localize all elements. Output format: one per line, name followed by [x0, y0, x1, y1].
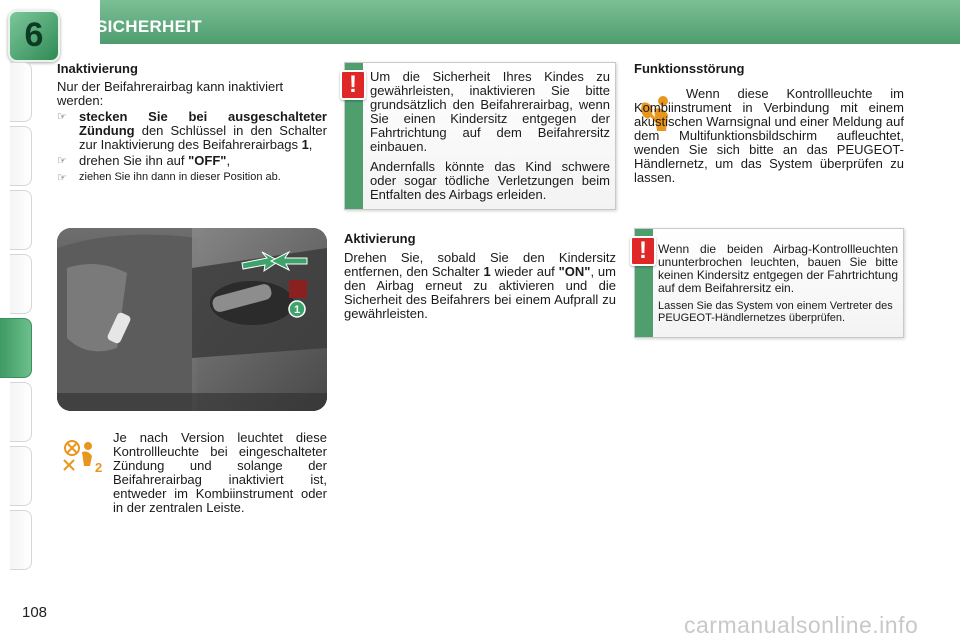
chapter-tab[interactable]	[10, 190, 32, 250]
chapter-tab[interactable]	[10, 446, 32, 506]
list-item	[57, 110, 327, 152]
chapter-title: SICHERHEIT	[96, 17, 202, 36]
warning-paragraph: Andernfalls könnte das Kind schwere oder sogar tödliche Verletzungen beim Entfalten des Airbags erleiden.	[370, 159, 610, 202]
indicator-description	[113, 431, 327, 515]
deactivation-section	[57, 62, 327, 184]
punct: ,	[226, 153, 231, 168]
chapter-tabs	[0, 62, 34, 574]
malfunction-description	[634, 87, 904, 185]
off-label: "OFF"	[188, 153, 227, 168]
section-heading: Aktivierung	[344, 231, 416, 246]
chapter-tab[interactable]	[10, 510, 32, 570]
step-text: den Schlüssel in den Schalter zur Inaktivierung des Beifahrerairbags	[79, 123, 327, 152]
section-heading: Funktionsstörung	[634, 61, 745, 76]
on-label: "ON"	[558, 264, 591, 279]
activation-text	[344, 251, 616, 321]
fault-warning	[634, 228, 904, 338]
switch-number: 1	[483, 264, 491, 279]
step-bold: stecken Sie bei ausgeschalteter Zündung	[79, 109, 327, 138]
chapter-tab[interactable]	[10, 62, 32, 122]
warning-paragraph: Um die Sicherheit Ihres Kindes zu gewährleisten, inaktivieren Sie bitte grundsätzlich den Beifahrerairbag, wenn Sie einen Kindersitz entgegen der Fahrtrichtung auf dem Beifahrersitz einbauen.	[370, 69, 610, 154]
chapter-tab[interactable]	[10, 382, 32, 442]
svg-text:2: 2	[95, 460, 102, 474]
warning-icon: !	[340, 70, 366, 100]
child-seat-warning	[344, 62, 616, 210]
list-item	[57, 154, 327, 168]
chapter-number: 6	[24, 16, 44, 54]
malfunction-section	[634, 62, 904, 76]
step-text: drehen Sie ihn auf	[79, 153, 189, 168]
pointer-bullet-icon: ☞	[57, 111, 67, 123]
step-text: ziehen Sie ihn dann in dieser Position ab.	[79, 171, 281, 183]
malfunction-text: Wenn diese Kontrollleuchte im Kombiinstrument in Verbindung mit einem akustischen Warnsignal und einer Meldung auf dem Multifunktionsbildschirm aufleuchtet, wenden Sie sich bitte an das PEUGEOT-Händlernetz, um das System überprüfen zu lassen.	[634, 86, 904, 185]
airbag-off-icon	[60, 438, 102, 474]
chapter-tab[interactable]	[10, 254, 32, 314]
text-part: Drehen Sie, sobald Sie den Kindersitz entfernen, den Schalter	[344, 250, 616, 279]
intro-text: Nur der Beifahrerairbag kann inaktiviert werden:	[57, 79, 284, 108]
warning-text	[658, 243, 898, 330]
pointer-bullet-icon: ☞	[57, 172, 67, 184]
warning-text	[370, 70, 610, 208]
section-heading: Inaktivierung	[57, 61, 138, 76]
punct: ,	[308, 137, 313, 152]
list-item	[57, 171, 327, 184]
switch-number: 1	[301, 137, 309, 152]
warning-paragraph: Wenn die beiden Airbag-Kontrollleuchten ununterbrochen leuchten, bauen Sie bitte keinen Kindersitz entgegen der Fahrtrichtung auf dem Beifahrersitz ein.	[658, 242, 898, 295]
watermark: carmanualsonline.info	[684, 612, 919, 638]
activation-section	[344, 232, 616, 321]
airbag-switch-photo	[57, 228, 327, 411]
pointer-bullet-icon: ☞	[57, 155, 67, 167]
warning-paragraph: Lassen Sie das System von einem Vertreter des PEUGEOT-Händlernetzes überprüfen.	[658, 300, 893, 324]
chapter-badge	[8, 10, 60, 62]
photo-callout: 1	[293, 304, 301, 316]
indicator-text: Je nach Version leuchtet diese Kontrollleuchte bei eingeschalteter Zündung und solange der Beifahrerairbag inaktiviert ist, entweder im Kombiinstrument oder in der zentralen Leiste.	[113, 430, 327, 515]
warning-icon: !	[630, 236, 656, 266]
text-part: wieder auf	[490, 264, 559, 279]
page-number: 108	[22, 604, 48, 621]
chapter-tab[interactable]	[10, 126, 32, 186]
text-part: , um den Airbag erneut zu aktivieren und die Sicherheit des Beifahrers bei einem Aufprall zu gewährleisten.	[344, 264, 616, 321]
chapter-tab-active[interactable]	[0, 318, 32, 378]
